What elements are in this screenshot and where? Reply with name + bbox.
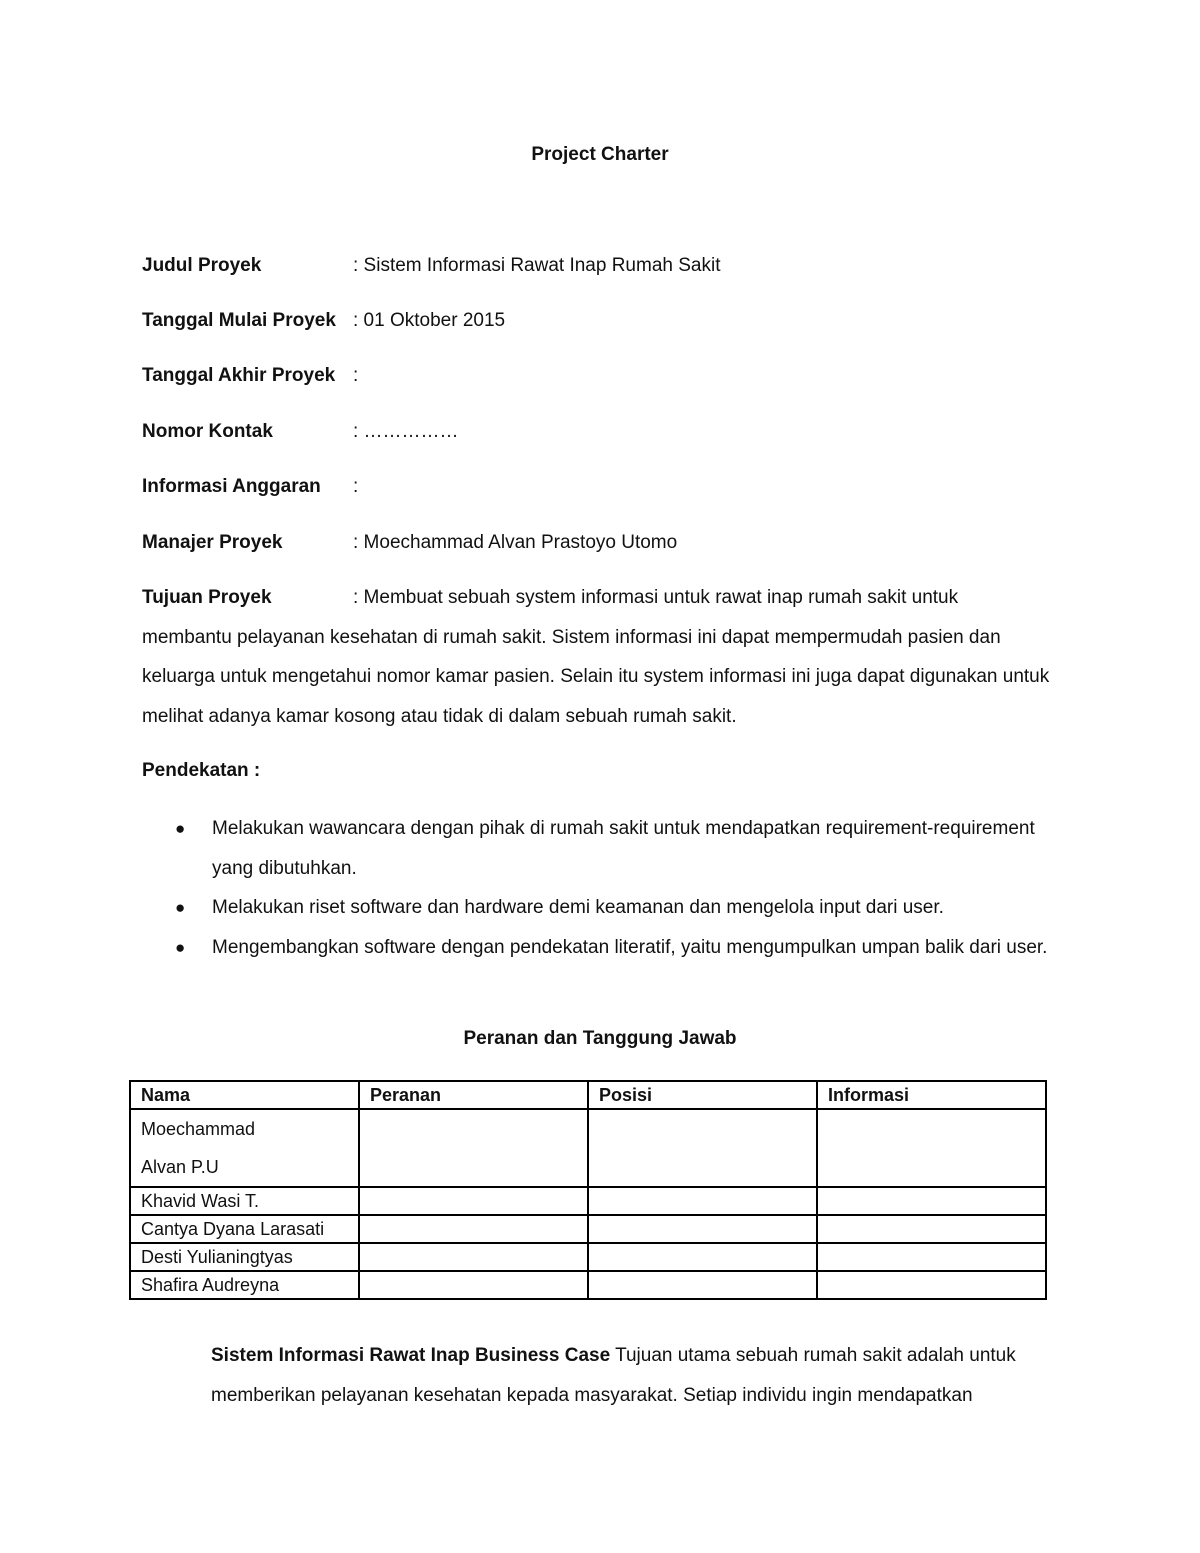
approach-heading: Pendekatan : — [142, 760, 261, 781]
objective-label: Tujuan Proyek — [142, 587, 272, 608]
list-item-text: Mengembangkan software dengan pendekatan literatif, yaitu mengumpulkan umpan balik dari user. — [212, 937, 1048, 959]
table-cell — [588, 1271, 817, 1299]
field-value: : …………… — [353, 421, 459, 442]
bullet-icon: ● — [175, 819, 186, 838]
bullet-icon: ● — [175, 898, 186, 918]
field-value: : Sistem Informasi Rawat Inap Rumah Sakit — [353, 255, 721, 276]
table-cell — [588, 1109, 817, 1187]
page-title: Project Charter — [531, 144, 669, 165]
table-cell — [359, 1215, 588, 1243]
list-item-text: Melakukan riset software dan hardware demi keamanan dan mengelola input dari user. — [212, 897, 944, 919]
business-case-title: Sistem Informasi Rawat Inap Business Case — [211, 1345, 611, 1366]
objective-text: : Membuat sebuah system informasi untuk rawat inap rumah sakit untuk membantu pelayanan kesehatan di rumah sakit. Sistem informasi ini dapat mempermudah pasien dan keluarga untuk mengetahui nomor kamar pasien. Selain itu system informasi ini juga dapat digunakan untuk melihat adanya kamar kosong atau tidak di dalam sebuah rumah sakit. — [142, 587, 1050, 728]
field-label: Tanggal Mulai Proyek — [142, 310, 336, 331]
business-case-text: Tujuan utama sebuah rumah sakit adalah untuk memberikan pelayanan kesehatan kepada masyarakat. Setiap individu ingin mendapatkan — [211, 1345, 1016, 1406]
field-value: : 01 Oktober 2015 — [353, 310, 506, 331]
table-cell — [817, 1109, 1046, 1187]
table-row — [130, 1271, 1046, 1299]
business-case-paragraph — [211, 1336, 1051, 1415]
column-header: Posisi — [588, 1081, 817, 1109]
table-cell — [359, 1187, 588, 1215]
roles-title: Peranan dan Tanggung Jawab — [463, 1028, 737, 1049]
bullet-icon: ● — [175, 938, 186, 958]
table-cell: Shafira Audreyna — [130, 1271, 359, 1299]
column-header: Peranan — [359, 1081, 588, 1109]
table-header-row — [130, 1081, 1046, 1109]
field-label: Judul Proyek — [142, 255, 262, 276]
list-item — [142, 888, 1052, 928]
field-label: Tanggal Akhir Proyek — [142, 365, 336, 386]
table-cell — [588, 1243, 817, 1271]
table-cell — [817, 1243, 1046, 1271]
list-item — [142, 809, 1052, 888]
field-value: : — [353, 365, 359, 386]
table-cell — [817, 1187, 1046, 1215]
table-cell: Desti Yulianingtyas — [130, 1243, 359, 1271]
table-row — [130, 1243, 1046, 1271]
table-cell — [359, 1243, 588, 1271]
field-value: : Moechammad Alvan Prastoyo Utomo — [353, 532, 678, 553]
list-item-text: Melakukan wawancara dengan pihak di rumah sakit untuk mendapatkan requirement-requirement yang dibutuhkan. — [212, 818, 1035, 879]
field-value: : — [353, 476, 359, 497]
table-cell: Cantya Dyana Larasati — [130, 1215, 359, 1243]
table-row — [130, 1187, 1046, 1215]
field-label: Informasi Anggaran — [142, 476, 321, 497]
table-row — [130, 1215, 1046, 1243]
table-cell — [588, 1187, 817, 1215]
table-cell — [817, 1215, 1046, 1243]
column-header: Informasi — [817, 1081, 1046, 1109]
approach-list — [142, 809, 1052, 968]
column-header: Nama — [130, 1081, 359, 1109]
table-cell — [588, 1215, 817, 1243]
list-item — [142, 928, 1052, 968]
field-label: Nomor Kontak — [142, 421, 273, 442]
objective-paragraph — [142, 578, 1052, 737]
table-cell: Moechammad Alvan P.U — [130, 1109, 359, 1187]
field-label: Manajer Proyek — [142, 532, 283, 553]
table-cell — [817, 1271, 1046, 1299]
table-cell: Khavid Wasi T. — [130, 1187, 359, 1215]
table-cell — [359, 1271, 588, 1299]
roles-table — [129, 1080, 1047, 1300]
table-cell — [359, 1109, 588, 1187]
table-row — [130, 1109, 1046, 1187]
